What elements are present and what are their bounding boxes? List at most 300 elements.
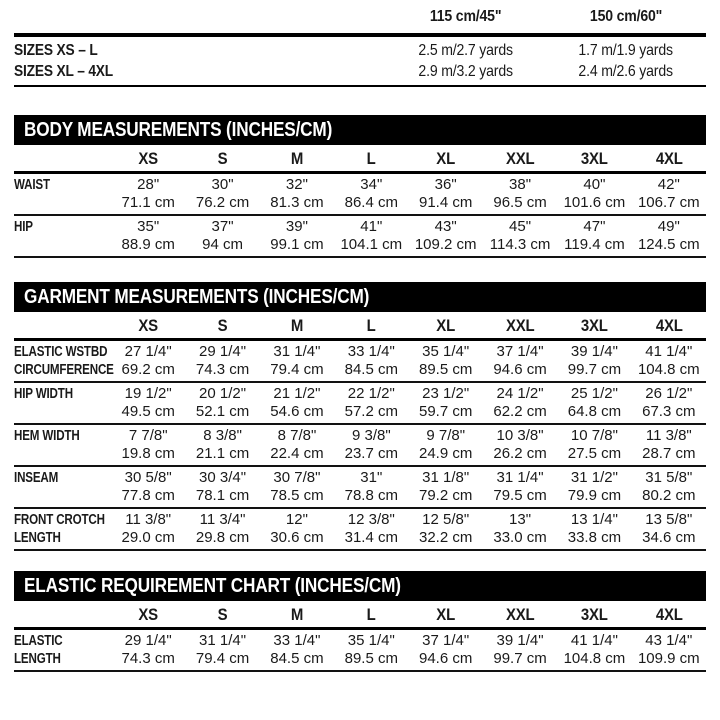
size-column-header-xl <box>409 312 483 340</box>
section-elastic-requirement <box>14 571 706 672</box>
measurement-row <box>14 173 706 216</box>
measurement-row <box>14 382 706 424</box>
cm-value: 57.2 cm <box>344 403 398 420</box>
inches-value: 35 1/4" <box>347 632 395 649</box>
row-label <box>14 508 111 550</box>
cm-value: 99.7 cm <box>493 650 547 667</box>
cm-value: 96.5 cm <box>493 194 547 211</box>
cm-value: 109.9 cm <box>637 650 700 667</box>
inches-value: 23 1/2" <box>422 385 470 402</box>
size-column-header-xxl <box>483 601 557 629</box>
measurement-cell <box>557 508 631 550</box>
cm-value: 29.8 cm <box>195 529 250 546</box>
cm-value: 84.5 cm <box>344 361 398 378</box>
size-column-header-xs <box>111 145 185 173</box>
cm-value: 86.4 cm <box>344 194 398 211</box>
yardage-value <box>386 61 546 86</box>
cm-value: 31.4 cm <box>344 529 398 546</box>
row-label <box>14 466 111 508</box>
inches-value: 12 3/8" <box>347 511 395 528</box>
inches-value: 45" <box>509 218 532 235</box>
row-label-line <box>14 650 111 668</box>
cm-value: 104.1 cm <box>340 236 403 253</box>
row-label-line <box>14 385 111 403</box>
row-label-text: HIP WIDTH <box>14 386 73 402</box>
cm-value: 99.1 cm <box>270 236 324 253</box>
measurement-cell <box>632 508 706 550</box>
inches-value: 11 3/8" <box>125 511 172 528</box>
measurement-cell <box>111 173 185 216</box>
inches-value: 31 5/8" <box>645 469 693 486</box>
inches-value: 36" <box>434 176 457 193</box>
size-column-header-text: 3XL <box>580 605 608 624</box>
body-measurements-table <box>14 145 706 258</box>
cm-value: 91.4 cm <box>419 194 473 211</box>
inches-value: 9 3/8" <box>351 427 391 444</box>
measurement-cell <box>260 629 334 672</box>
measurement-cell <box>632 629 706 672</box>
garment-measurements-table <box>14 312 706 551</box>
size-column-header-text: L <box>366 605 376 624</box>
cm-value: 28.7 cm <box>642 445 696 462</box>
cm-value: 74.3 cm <box>121 650 175 667</box>
inches-value: 30" <box>211 176 234 193</box>
inches-value: 41 1/4" <box>570 632 618 649</box>
measurement-cell <box>260 424 334 466</box>
measurement-cell <box>557 424 631 466</box>
inches-value: 49" <box>657 218 680 235</box>
measurement-cell <box>260 466 334 508</box>
measurement-cell <box>185 629 259 672</box>
cm-value: 21.1 cm <box>195 445 250 462</box>
section-title: GARMENT MEASUREMENTS (INCHES/CM) <box>24 286 370 308</box>
measurement-cell <box>185 424 259 466</box>
size-column-header-text: XXL <box>505 149 535 168</box>
cm-value: 101.6 cm <box>563 194 626 211</box>
measurement-cell <box>409 382 483 424</box>
size-column-header-text: S <box>217 605 228 624</box>
measurement-row <box>14 466 706 508</box>
row-label-line <box>14 529 111 547</box>
cm-value: 34.6 cm <box>642 529 696 546</box>
measurement-cell <box>483 424 557 466</box>
measurement-cell <box>260 508 334 550</box>
size-column-header-m <box>260 312 334 340</box>
size-column-header-text: S <box>217 316 228 335</box>
measurement-cell <box>483 508 557 550</box>
cm-value: 79.9 cm <box>567 487 622 504</box>
size-column-header-text: 4XL <box>655 149 683 168</box>
measurement-cell <box>409 508 483 550</box>
cm-value: 69.2 cm <box>121 361 175 378</box>
cm-value: 33.8 cm <box>567 529 622 546</box>
row-label-text: HEM WIDTH <box>14 428 80 444</box>
cm-value: 78.5 cm <box>270 487 324 504</box>
row-label-line <box>14 361 114 379</box>
cm-value: 94.6 cm <box>493 361 547 378</box>
cm-value: 22.4 cm <box>270 445 324 462</box>
size-column-header-text: XS <box>138 149 158 168</box>
size-column-header-m <box>260 145 334 173</box>
section-body-measurements <box>14 115 706 258</box>
cm-value: 30.6 cm <box>270 529 324 546</box>
size-column-header-xl <box>409 145 483 173</box>
size-column-header-text: M <box>290 605 304 624</box>
size-range-label <box>14 35 386 61</box>
size-column-header-text: 4XL <box>655 605 683 624</box>
size-column-header-m <box>260 601 334 629</box>
inches-value: 42" <box>657 176 680 193</box>
measurement-cell <box>334 508 408 550</box>
size-column-header-text: XS <box>138 316 158 335</box>
size-column-header-xs <box>111 601 185 629</box>
size-column-header-text: L <box>366 149 376 168</box>
garment-measurements-title-bar <box>14 282 706 312</box>
yardage-value-text: 2.4 m/2.6 yards <box>578 63 674 80</box>
inches-value: 37" <box>211 218 234 235</box>
size-column-header-text: L <box>366 316 376 335</box>
size-range-label-text: SIZES XL – 4XL <box>14 63 114 80</box>
measurement-cell <box>334 215 408 257</box>
measurement-cell <box>260 382 334 424</box>
measurement-cell <box>557 340 631 383</box>
inches-value: 8 7/8" <box>277 427 317 444</box>
size-column-header-s <box>185 145 259 173</box>
inches-value: 31 1/4" <box>273 343 321 360</box>
cm-value: 67.3 cm <box>642 403 696 420</box>
size-column-header-text: 3XL <box>580 149 608 168</box>
measurement-cell <box>334 424 408 466</box>
cm-value: 29.0 cm <box>121 529 175 546</box>
cm-value: 54.6 cm <box>270 403 324 420</box>
inches-value: 28" <box>137 176 160 193</box>
row-label-text: LENGTH <box>14 530 61 546</box>
measurement-cell <box>409 173 483 216</box>
size-column-header-xs <box>111 312 185 340</box>
row-label-text: FRONT CROTCH <box>14 512 105 528</box>
inches-value: 30 3/4" <box>199 469 247 486</box>
elastic-requirement-title-bar <box>14 571 706 601</box>
inches-value: 35" <box>137 218 160 235</box>
measurement-cell <box>111 629 185 672</box>
cm-value: 94 cm <box>202 236 243 253</box>
row-label <box>14 382 111 424</box>
inches-value: 39 1/4" <box>496 632 544 649</box>
measurement-cell <box>111 215 185 257</box>
cm-value: 114.3 cm <box>489 236 551 253</box>
size-column-header-3xl <box>557 312 631 340</box>
cm-value: 79.4 cm <box>195 650 250 667</box>
inches-value: 7 7/8" <box>128 427 168 444</box>
size-column-header-text: XS <box>138 605 158 624</box>
row-label-line <box>14 632 111 650</box>
size-column-header-xxl <box>483 312 557 340</box>
measurement-row <box>14 424 706 466</box>
measurement-cell <box>632 424 706 466</box>
measurement-cell <box>334 340 408 383</box>
size-column-header-text: 4XL <box>655 316 683 335</box>
inches-value: 13 5/8" <box>645 511 693 528</box>
inches-value: 32" <box>285 176 308 193</box>
yardage-value <box>546 61 706 86</box>
inches-value: 13 1/4" <box>570 511 618 528</box>
measurement-cell <box>185 382 259 424</box>
measurement-cell <box>557 215 631 257</box>
yardage-header-row <box>14 8 706 35</box>
section-garment-measurements <box>14 282 706 551</box>
cm-value: 71.1 cm <box>121 194 175 211</box>
elastic-requirement-table <box>14 601 706 672</box>
cm-value: 124.5 cm <box>637 236 700 253</box>
cm-value: 24.9 cm <box>419 445 473 462</box>
row-label <box>14 340 114 383</box>
cm-value: 84.5 cm <box>270 650 324 667</box>
inches-value: 24 1/2" <box>496 385 544 402</box>
size-column-header-text: XL <box>436 605 456 624</box>
cm-value: 104.8 cm <box>563 650 626 667</box>
measurement-cell <box>483 466 557 508</box>
measurement-cell <box>111 340 185 383</box>
inches-value: 11 3/4" <box>199 511 246 528</box>
row-label-line <box>14 176 111 194</box>
inches-value: 21 1/2" <box>273 385 321 402</box>
size-column-header-xl <box>409 601 483 629</box>
row-label-line <box>14 218 111 236</box>
inches-value: 37 1/4" <box>422 632 470 649</box>
inches-value: 41" <box>360 218 383 235</box>
yardage-value <box>386 35 546 61</box>
inches-value: 33 1/4" <box>273 632 321 649</box>
inches-value: 31 1/8" <box>422 469 470 486</box>
measurement-row <box>14 508 706 550</box>
cm-value: 89.5 cm <box>344 650 398 667</box>
measurement-cell <box>632 382 706 424</box>
row-label-header <box>14 601 111 629</box>
cm-value: 19.8 cm <box>121 445 175 462</box>
size-column-header-4xl <box>632 312 706 340</box>
measurement-cell <box>111 382 185 424</box>
size-header-row <box>14 601 706 629</box>
cm-value: 79.4 cm <box>270 361 324 378</box>
row-label-line <box>14 469 111 487</box>
cm-value: 80.2 cm <box>642 487 696 504</box>
inches-value: 43 1/4" <box>645 632 693 649</box>
cm-value: 64.8 cm <box>567 403 622 420</box>
inches-value: 25 1/2" <box>570 385 618 402</box>
inches-value: 37 1/4" <box>496 343 544 360</box>
row-label-line <box>14 511 111 529</box>
cm-value: 74.3 cm <box>195 361 250 378</box>
measurement-cell <box>632 466 706 508</box>
cm-value: 88.9 cm <box>121 236 175 253</box>
cm-value: 99.7 cm <box>567 361 622 378</box>
inches-value: 12" <box>285 511 308 528</box>
inches-value: 29 1/4" <box>199 343 247 360</box>
section-title: ELASTIC REQUIREMENT CHART (INCHES/CM) <box>24 575 401 597</box>
row-label-text: INSEAM <box>14 470 59 486</box>
size-column-header-l <box>334 601 408 629</box>
size-column-header-4xl <box>632 145 706 173</box>
inches-value: 35 1/4" <box>422 343 470 360</box>
cm-value: 81.3 cm <box>270 194 324 211</box>
measurement-cell <box>483 340 557 383</box>
row-label-line <box>14 427 111 445</box>
fabric-width-header-text: 150 cm/60" <box>589 8 663 25</box>
yardage-table <box>14 8 706 87</box>
measurement-cell <box>260 215 334 257</box>
yardage-value-text: 1.7 m/1.9 yards <box>578 42 674 59</box>
inches-value: 30 5/8" <box>124 469 172 486</box>
cm-value: 59.7 cm <box>419 403 473 420</box>
section-title: BODY MEASUREMENTS (INCHES/CM) <box>24 119 333 141</box>
size-column-header-s <box>185 601 259 629</box>
cm-value: 79.2 cm <box>419 487 473 504</box>
inches-value: 8 3/8" <box>203 427 242 444</box>
size-column-header-l <box>334 312 408 340</box>
size-column-header-xxl <box>483 145 557 173</box>
cm-value: 23.7 cm <box>344 445 398 462</box>
measurement-cell <box>557 173 631 216</box>
fabric-width-header <box>546 8 706 35</box>
cm-value: 104.8 cm <box>637 361 700 378</box>
inches-value: 30 7/8" <box>273 469 321 486</box>
inches-value: 9 7/8" <box>426 427 466 444</box>
fabric-width-header <box>386 8 546 35</box>
measurement-row <box>14 340 706 383</box>
inches-value: 26 1/2" <box>645 385 693 402</box>
size-column-header-l <box>334 145 408 173</box>
size-column-header-text: XXL <box>505 605 535 624</box>
cm-value: 33.0 cm <box>493 529 547 546</box>
size-column-header-text: 3XL <box>580 316 608 335</box>
yardage-row <box>14 61 706 86</box>
measurement-cell <box>185 508 259 550</box>
measurement-cell <box>334 629 408 672</box>
size-column-header-3xl <box>557 145 631 173</box>
row-label-text: ELASTIC WSTBD <box>14 344 108 360</box>
cm-value: 77.8 cm <box>121 487 175 504</box>
row-label-text: ELASTIC <box>14 633 63 649</box>
measurement-cell <box>334 466 408 508</box>
size-column-header-4xl <box>632 601 706 629</box>
inches-value: 29 1/4" <box>124 632 172 649</box>
inches-value: 10 3/8" <box>496 427 544 444</box>
cm-value: 94.6 cm <box>419 650 473 667</box>
row-label-header <box>14 312 111 340</box>
measurement-cell <box>483 629 557 672</box>
row-label-text: HIP <box>14 219 33 235</box>
cm-value: 76.2 cm <box>195 194 250 211</box>
inches-value: 12 5/8" <box>422 511 470 528</box>
measurement-cell <box>185 173 259 216</box>
cm-value: 32.2 cm <box>419 529 473 546</box>
inches-value: 31" <box>360 469 383 486</box>
row-label <box>14 173 111 216</box>
row-label-text: WAIST <box>14 177 50 193</box>
row-label-line <box>14 343 111 361</box>
row-label <box>14 424 111 466</box>
size-range-label <box>14 61 386 86</box>
yardage-value-text: 2.9 m/3.2 yards <box>418 63 514 80</box>
measurement-cell <box>111 508 185 550</box>
inches-value: 31 1/4" <box>496 469 544 486</box>
inches-value: 19 1/2" <box>124 385 172 402</box>
inches-value: 39" <box>285 218 308 235</box>
inches-value: 43" <box>434 218 457 235</box>
cm-value: 78.8 cm <box>344 487 398 504</box>
measurement-cell <box>632 173 706 216</box>
size-column-header-text: XXL <box>505 316 535 335</box>
measurement-cell <box>111 424 185 466</box>
row-label <box>14 629 111 672</box>
yardage-value <box>546 35 706 61</box>
measurement-cell <box>409 424 483 466</box>
cm-value: 106.7 cm <box>637 194 700 211</box>
measurement-cell <box>483 173 557 216</box>
inches-value: 41 1/4" <box>645 343 693 360</box>
measurement-cell <box>557 629 631 672</box>
size-column-header-text: S <box>217 149 228 168</box>
inches-value: 10 7/8" <box>570 427 618 444</box>
size-header-row <box>14 145 706 173</box>
measurement-cell <box>334 173 408 216</box>
yardage-value-text: 2.5 m/2.7 yards <box>418 42 514 59</box>
inches-value: 38" <box>509 176 532 193</box>
measurement-cell <box>483 215 557 257</box>
size-column-header-text: XL <box>436 316 456 335</box>
fabric-width-header-text: 115 cm/45" <box>430 8 502 25</box>
measurement-cell <box>632 340 706 383</box>
yardage-label-header <box>14 8 386 35</box>
measurement-cell <box>111 466 185 508</box>
row-label <box>14 215 111 257</box>
measurement-cell <box>260 340 334 383</box>
size-column-header-text: XL <box>436 149 456 168</box>
size-column-header-3xl <box>557 601 631 629</box>
inches-value: 13" <box>509 511 532 528</box>
inches-value: 31 1/4" <box>199 632 247 649</box>
measurement-cell <box>409 466 483 508</box>
measurement-cell <box>483 382 557 424</box>
cm-value: 26.2 cm <box>493 445 547 462</box>
cm-value: 52.1 cm <box>195 403 250 420</box>
measurement-row <box>14 629 706 672</box>
measurement-cell <box>185 466 259 508</box>
measurement-cell <box>409 340 483 383</box>
body-measurements-title-bar <box>14 115 706 145</box>
size-range-label-text: SIZES XS – L <box>14 42 98 59</box>
inches-value: 39 1/4" <box>570 343 618 360</box>
measurement-cell <box>260 173 334 216</box>
cm-value: 78.1 cm <box>195 487 250 504</box>
measurement-cell <box>185 340 259 383</box>
inches-value: 27 1/4" <box>124 343 172 360</box>
cm-value: 27.5 cm <box>567 445 622 462</box>
cm-value: 119.4 cm <box>564 236 625 253</box>
measurement-cell <box>557 466 631 508</box>
inches-value: 47" <box>583 218 606 235</box>
measurement-cell <box>409 215 483 257</box>
row-label-text: LENGTH <box>14 651 61 667</box>
measurement-cell <box>185 215 259 257</box>
cm-value: 109.2 cm <box>414 236 477 253</box>
measurement-cell <box>557 382 631 424</box>
inches-value: 11 3/8" <box>645 427 692 444</box>
measurement-row <box>14 215 706 257</box>
yardage-row <box>14 35 706 61</box>
cm-value: 49.5 cm <box>121 403 175 420</box>
cm-value: 62.2 cm <box>493 403 547 420</box>
